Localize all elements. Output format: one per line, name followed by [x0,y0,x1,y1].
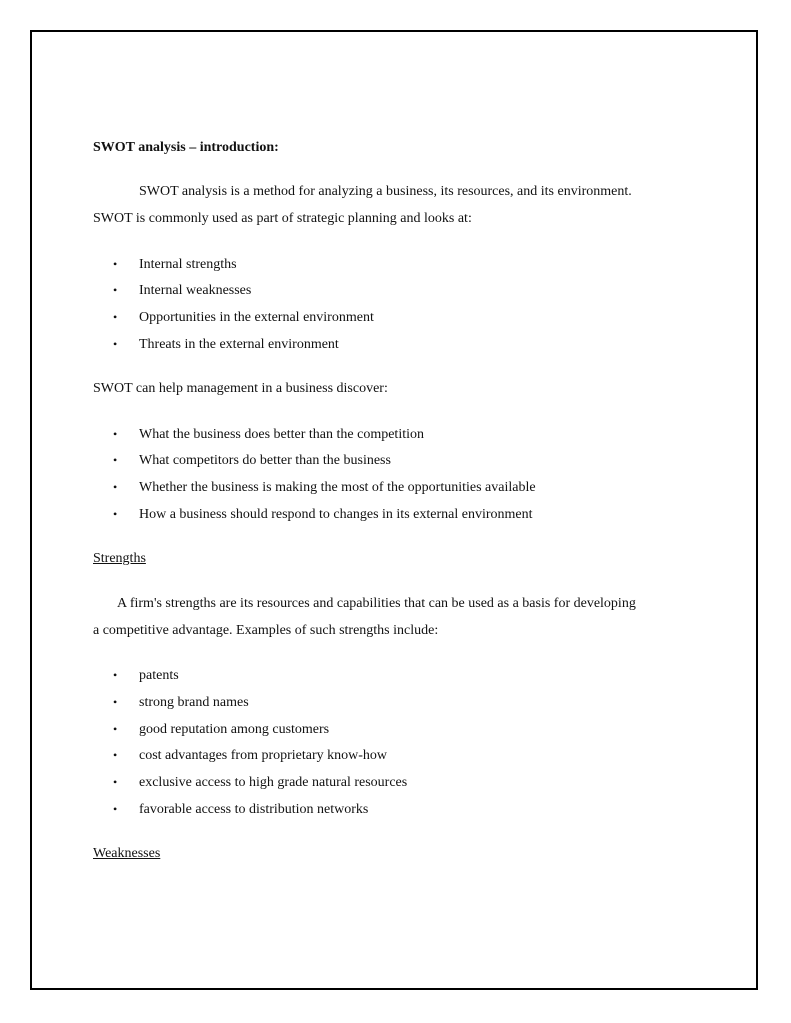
bullet-icon: • [113,257,118,271]
intro-paragraph-line-1: SWOT analysis is a method for analyzing a business, its resources, and its environment. [139,184,632,199]
document-title: SWOT analysis – introduction: [93,140,279,155]
list-item-text: good reputation among customers [139,722,330,737]
list-item [113,336,339,353]
bullet-icon: • [113,453,118,467]
bullet-icon: • [113,802,118,816]
weaknesses-heading: Weaknesses [93,846,161,861]
bullet-icon: • [113,427,118,441]
bullet-icon: • [113,283,118,297]
list-item-text: exclusive access to high grade natural resources [139,775,408,790]
list-item [113,774,407,791]
list-item-text: Internal weaknesses [139,283,252,298]
list-item-text: Opportunities in the external environment [139,310,374,325]
list-item-text: strong brand names [139,695,249,710]
help-intro: SWOT can help management in a business discover: [93,381,388,396]
bullet-icon: • [113,310,118,324]
list-item [113,694,249,711]
bullet-icon: • [113,695,118,709]
list-item [113,452,391,469]
bullet-icon: • [113,507,118,521]
list-item-text: What the business does better than the competition [139,427,424,442]
list-item-text: Internal strengths [139,257,237,272]
list-item-text: How a business should respond to changes in its external environment [139,507,533,522]
list-item [113,721,329,738]
strengths-paragraph-line-1: A firm's strengths are its resources and capabilities that can be used as a basis for developing [117,596,636,611]
intro-paragraph-line-2: SWOT is commonly used as part of strategic planning and looks at: [93,211,472,226]
bullet-icon: • [113,668,118,682]
list-item-text: favorable access to distribution networks [139,802,369,817]
list-item [113,256,237,273]
bullet-icon: • [113,480,118,494]
list-item-text: patents [139,668,179,683]
list-item [113,801,368,818]
bullet-icon: • [113,775,118,789]
list-item-text: Whether the business is making the most of the opportunities available [139,480,536,495]
list-item-text: Threats in the external environment [139,337,339,352]
list-item-text: What competitors do better than the business [139,453,391,468]
list-item [113,506,532,523]
list-item [113,667,179,684]
list-item [113,282,251,299]
bullet-icon: • [113,722,118,736]
list-item [113,747,387,764]
strengths-paragraph-line-2: a competitive advantage. Examples of such strengths include: [93,623,439,638]
bullet-icon: • [113,748,118,762]
list-item-text: cost advantages from proprietary know-how [139,748,388,763]
list-item [113,309,374,326]
bullet-icon: • [113,337,118,351]
list-item [113,479,536,496]
list-item [113,426,424,443]
strengths-heading: Strengths [93,551,146,566]
